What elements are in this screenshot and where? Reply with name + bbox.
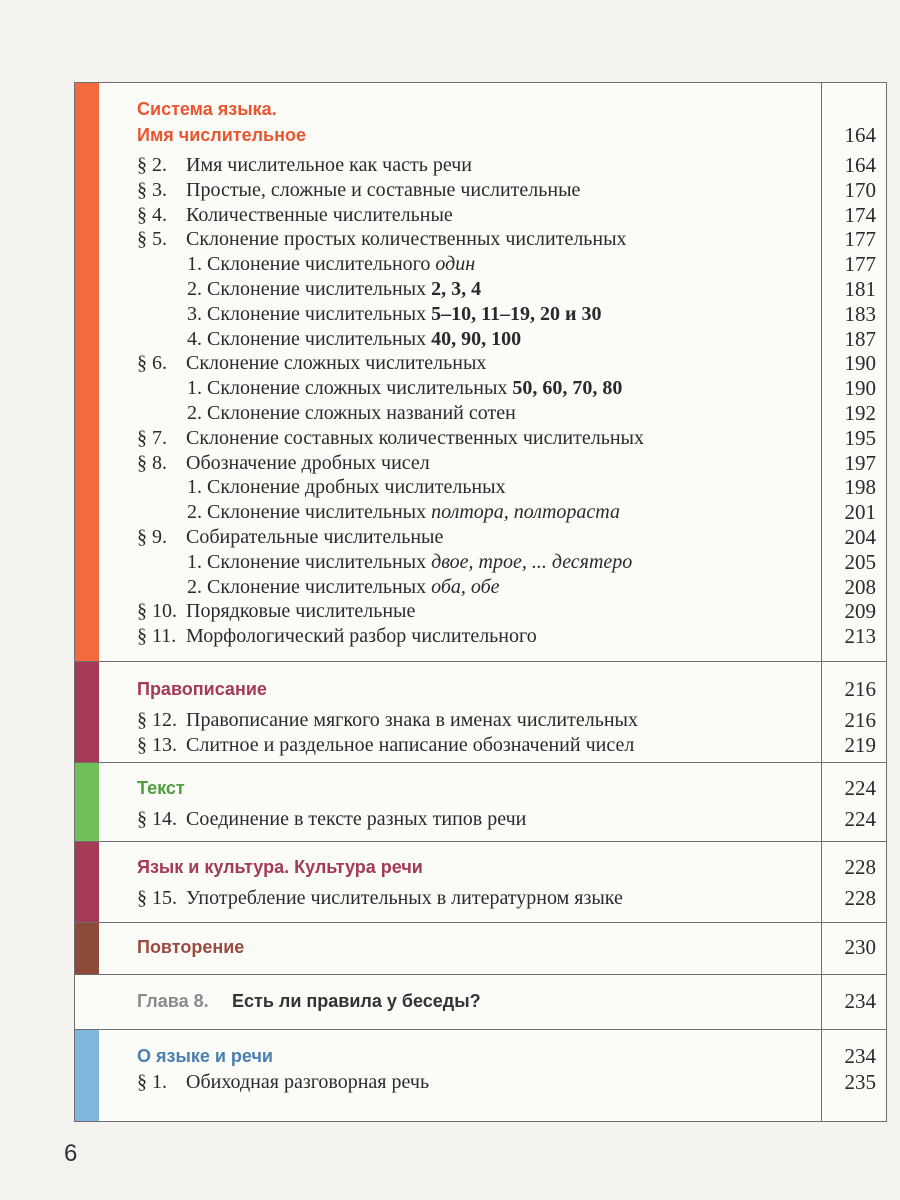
chapter-page: 234 xyxy=(844,989,876,1013)
subentry-numbers-bold: 50, 60, 70, 80 xyxy=(512,377,623,400)
section-number: § 4. xyxy=(137,203,167,226)
section-number: § 7. xyxy=(137,426,167,449)
section-number: § 5. xyxy=(137,228,167,251)
toc-entry-row xyxy=(75,624,886,649)
block-heading: Повторение xyxy=(137,937,245,957)
subentry-number: 1. xyxy=(187,550,202,573)
entry-page: 164 xyxy=(844,153,876,177)
subentry-number: 2. xyxy=(187,402,202,424)
subentry-numbers-bold: 40, 90, 100 xyxy=(431,327,522,350)
entry-page: 174 xyxy=(844,202,876,227)
block-heading-row xyxy=(75,123,886,148)
subentry-text: Склонение числительных xyxy=(207,575,432,598)
toc-entry-row xyxy=(75,451,886,476)
subentry-title xyxy=(187,575,500,600)
toc-entry-row xyxy=(75,401,886,426)
section-block-language-culture xyxy=(75,842,886,923)
entry-page: 190 xyxy=(844,351,876,376)
entry-title: Имя числительное как часть речи xyxy=(186,154,472,176)
entry-title: Морфологический разбор числительного xyxy=(186,625,537,648)
subentry-title xyxy=(187,401,516,426)
subentry-number: 4. xyxy=(187,327,202,350)
block-heading-row xyxy=(75,97,886,122)
entry-page: 170 xyxy=(844,177,876,202)
section-block-spelling xyxy=(75,662,886,763)
subentry-text: Склонение числительного xyxy=(207,253,436,276)
subentry-title xyxy=(187,302,602,327)
toc-entry-row xyxy=(75,733,886,758)
entry-page: 228 xyxy=(844,886,876,910)
section-block-language-speech xyxy=(75,1030,886,1121)
subentry-words-italic: оба, обе xyxy=(431,575,500,598)
toc-entry-row xyxy=(75,525,886,550)
subentry-title xyxy=(187,252,475,277)
section-number: § 10. xyxy=(137,600,177,623)
entry-title: Порядковые числительные xyxy=(186,600,416,623)
section-number: § 12. xyxy=(137,709,177,731)
subentry-number: 1. xyxy=(187,377,202,400)
entry-title: Склонение сложных числительных xyxy=(186,352,487,375)
toc-entry-row xyxy=(75,252,886,277)
entry-page: 177 xyxy=(844,227,876,252)
section-number: § 6. xyxy=(137,352,167,375)
toc-entry-row xyxy=(75,203,886,228)
toc-entry-row xyxy=(75,807,886,832)
subentry-number: 3. xyxy=(187,302,202,325)
block-heading-page: 234 xyxy=(844,1044,876,1068)
entry-page: 205 xyxy=(844,549,876,574)
block-heading-row xyxy=(75,776,886,801)
toc-entry-row xyxy=(75,327,886,352)
block-heading-row xyxy=(75,855,886,880)
subentry-text: Склонение числительных xyxy=(207,327,432,350)
section-number: § 2. xyxy=(137,154,167,176)
toc-entry-row xyxy=(75,153,886,178)
toc-entry-row xyxy=(75,550,886,575)
toc-entry-row xyxy=(75,426,886,451)
entry-title: Соединение в тексте разных типов речи xyxy=(186,808,527,830)
chapter-block xyxy=(75,975,886,1030)
block-heading-page: 164 xyxy=(844,123,876,147)
subentry-title xyxy=(187,277,481,302)
section-number: § 9. xyxy=(137,526,167,548)
subentry-number: 2. xyxy=(187,278,202,300)
subentry-numbers-bold: 5–10, 11–19, 20 и 30 xyxy=(431,302,602,325)
subentry-text: Склонение дробных числительных xyxy=(207,476,506,499)
subentry-title xyxy=(187,500,620,525)
toc-entry-row xyxy=(75,886,886,911)
block-heading-page: 224 xyxy=(844,776,876,800)
subentry-number: 2. xyxy=(187,501,202,524)
subentry-number: 1. xyxy=(187,253,202,276)
subentry-text: Склонение числительных xyxy=(207,278,432,300)
section-block-text xyxy=(75,763,886,842)
entry-page: 204 xyxy=(844,525,876,549)
entry-page: 208 xyxy=(844,574,876,599)
entry-page: 235 xyxy=(844,1070,876,1094)
block-heading-row xyxy=(75,677,886,702)
subentry-number: 1. xyxy=(187,476,202,499)
subentry-title xyxy=(187,327,521,352)
entry-page: 213 xyxy=(844,624,876,649)
block-heading-page: 230 xyxy=(844,935,876,959)
toc-entry-row xyxy=(75,302,886,327)
section-block-number-system xyxy=(75,83,886,662)
subentry-text: Склонение числительных xyxy=(207,302,432,325)
entry-page: 183 xyxy=(844,301,876,326)
entry-title: Употребление числительных в литературном языке xyxy=(186,887,623,909)
toc-entry-row xyxy=(75,708,886,733)
section-number: § 14. xyxy=(137,808,177,830)
block-heading: Правописание xyxy=(137,679,267,699)
block-heading-row xyxy=(75,935,886,960)
section-number: § 13. xyxy=(137,734,177,756)
entry-page: 181 xyxy=(844,277,876,301)
subentry-text: Склонение сложных числительных xyxy=(207,377,513,400)
subentry-words-italic: двое, трое, ... десятеро xyxy=(431,550,633,573)
toc-entry-row xyxy=(75,500,886,525)
entry-page: 224 xyxy=(844,807,876,831)
entry-page: 192 xyxy=(844,401,876,425)
section-number: § 11. xyxy=(137,625,177,648)
entry-title: Склонение составных количественных числительных xyxy=(186,426,644,449)
subentry-number: 2. xyxy=(187,575,202,598)
entry-page: 187 xyxy=(844,326,876,351)
toc-entry-row xyxy=(75,575,886,600)
entry-title: Количественные числительные xyxy=(186,203,453,226)
section-number: § 1. xyxy=(137,1071,167,1093)
entry-title: Собирательные числительные xyxy=(186,526,444,548)
page-number: 6 xyxy=(64,1140,78,1167)
subentry-title xyxy=(187,475,506,500)
subentry-title xyxy=(187,550,632,575)
block-heading-row xyxy=(75,1044,886,1069)
subentry-title xyxy=(187,376,622,401)
toc-entry-row xyxy=(75,1070,886,1095)
entry-title: Правописание мягкого знака в именах числительных xyxy=(186,709,638,731)
subentry-text: Склонение числительных xyxy=(207,501,432,524)
entry-page: 216 xyxy=(844,708,876,732)
block-heading-line1: Система языка. xyxy=(137,99,277,119)
toc-entry-row xyxy=(75,277,886,302)
section-number: § 8. xyxy=(137,451,167,474)
block-heading: Язык и культура. Культура речи xyxy=(137,857,423,877)
entry-page: 190 xyxy=(844,376,876,401)
entry-title: Обозначение дробных чисел xyxy=(186,451,430,474)
subentry-text: Склонение числительных xyxy=(207,550,432,573)
section-block-review xyxy=(75,923,886,975)
subentry-text: Склонение сложных названий сотен xyxy=(207,402,516,424)
section-number: § 3. xyxy=(137,178,167,201)
entry-title: Слитное и раздельное написание обозначений чисел xyxy=(186,734,635,756)
table-of-contents xyxy=(74,82,887,1122)
chapter-row xyxy=(75,989,886,1014)
subentry-words-italic: полтора, полтораста xyxy=(431,501,620,524)
entry-page: 177 xyxy=(844,252,876,277)
section-number: § 15. xyxy=(137,887,177,909)
entry-page: 209 xyxy=(844,599,876,624)
chapter-title: Есть ли правила у беседы? xyxy=(232,991,481,1011)
subentry-numbers-bold: 2, 3, 4 xyxy=(431,278,482,300)
entry-page: 198 xyxy=(844,475,876,500)
subentry-words-italic: один xyxy=(435,253,476,276)
entry-page: 201 xyxy=(844,500,876,525)
entry-title: Обиходная разговорная речь xyxy=(186,1071,430,1093)
entry-page: 195 xyxy=(844,425,876,450)
block-heading: Текст xyxy=(137,778,185,798)
entry-title: Простые, сложные и составные числительные xyxy=(186,178,581,201)
block-heading-line2: Имя числительное xyxy=(137,125,306,145)
block-heading: О языке и речи xyxy=(137,1046,273,1066)
entry-title: Склонение простых количественных числительных xyxy=(186,228,627,251)
chapter-label: Глава 8. xyxy=(137,991,209,1011)
toc-entry-row xyxy=(75,178,886,203)
block-heading-page: 216 xyxy=(844,677,876,701)
toc-entry-row xyxy=(75,227,886,252)
entry-page: 197 xyxy=(844,450,876,475)
toc-entry-row xyxy=(75,376,886,401)
toc-entry-row xyxy=(75,475,886,500)
toc-entry-row xyxy=(75,599,886,624)
toc-entry-row xyxy=(75,351,886,376)
block-heading-page: 228 xyxy=(844,855,876,879)
entry-page: 219 xyxy=(844,733,876,757)
